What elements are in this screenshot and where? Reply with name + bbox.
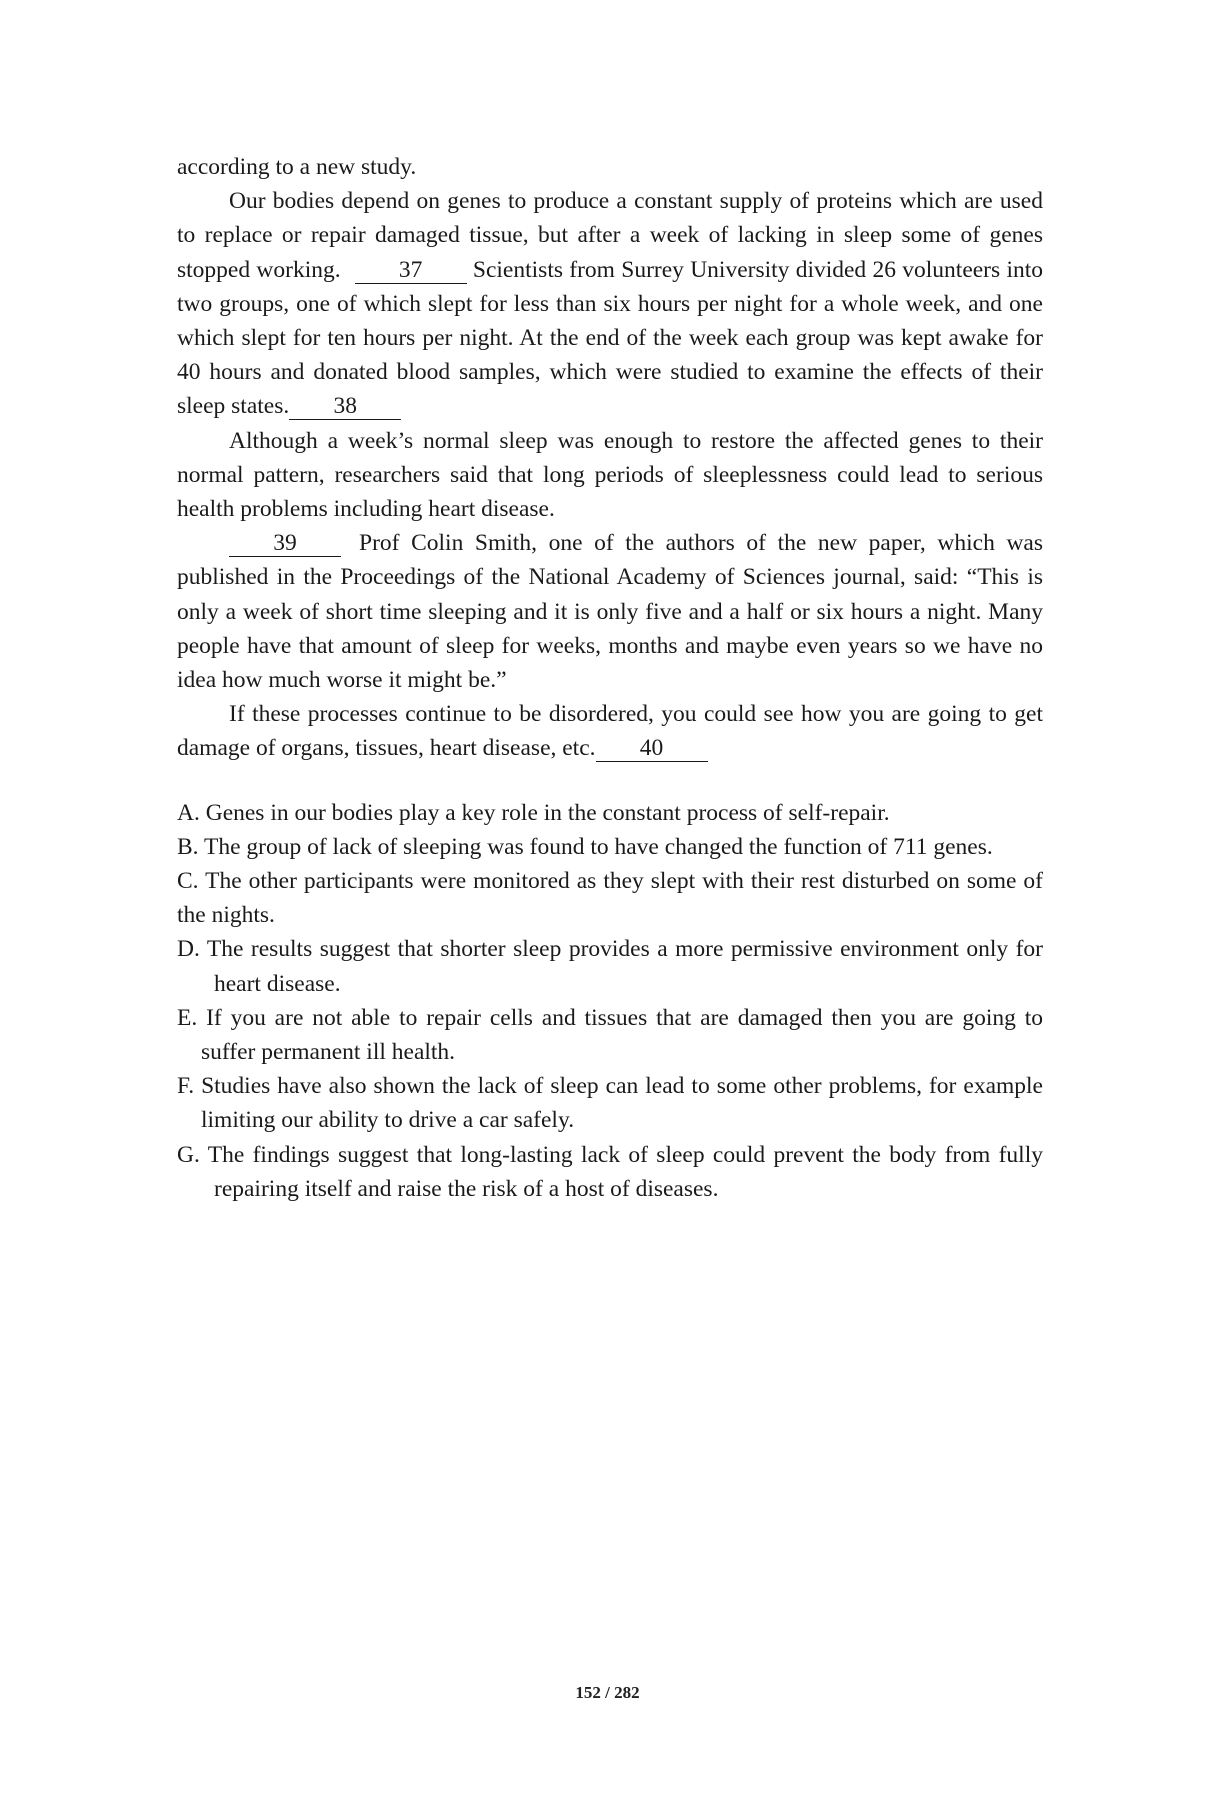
answer-options xyxy=(177,796,1043,1206)
option-b: B. The group of lack of sleeping was found to have changed the function of 711 genes. xyxy=(177,833,993,860)
paragraph-text: Scientists from Surrey University divided 26 volunteers into two groups, one of which slept for less than six hours per night for a whole week, and one which slept for ten hours per night. At the end of the week each group was kept awake for 40 hours and donated blood samples, which were studied to examine the effects of their sleep states. xyxy=(177,256,1044,420)
paragraph-text: Prof Colin Smith, one of the authors of the new paper, which was published in the Proceedings of the National Academy of Sciences journal, said: “This is only a week of short time sleeping and it is only five and a half or six hours a night. Many people have that amount of sleep for weeks, months and maybe even years so we have no idea how much worse it might be.” xyxy=(177,530,1043,694)
option-f: F. Studies have also shown the lack of sleep can lead to some other problems, for example limiting our ability to drive a car safely. xyxy=(177,1073,1043,1134)
passage-paragraph-0 xyxy=(177,150,1043,184)
document-page xyxy=(177,150,1043,1206)
passage-paragraph-3 xyxy=(177,526,1043,697)
blank-37: 37 xyxy=(355,257,467,284)
blank-38: 38 xyxy=(289,393,401,420)
option-d: D. The results suggest that shorter sleep provides a more permissive environment only for heart disease. xyxy=(177,936,1043,997)
blank-39: 39 xyxy=(229,530,341,557)
paragraph-text: Although a week’s normal sleep was enough to restore the affected genes to their normal pattern, researchers said that long periods of sleeplessness could lead to serious health problems including heart disease. xyxy=(177,427,1043,523)
option-g: G. The findings suggest that long-lasting lack of sleep could prevent the body from fully repairing itself and raise the risk of a host of diseases. xyxy=(177,1141,1043,1202)
paragraph-text: If these processes continue to be disordered, you could see how you are going to get damage of organs, tissues, heart disease, etc. xyxy=(177,701,1043,762)
paragraph-text: according to a new study. xyxy=(177,154,417,180)
passage-paragraph-1 xyxy=(177,184,1043,423)
option-e: E. If you are not able to repair cells and tissues that are damaged then you are going to suffer permanent ill health. xyxy=(177,1004,1043,1066)
passage-paragraph-4 xyxy=(177,697,1043,765)
passage-paragraph-2 xyxy=(177,424,1043,527)
option-c: C. The other participants were monitored as they slept with their rest disturbed on some of the nights. xyxy=(177,868,1043,929)
option-a: A. Genes in our bodies play a key role in the constant process of self-repair. xyxy=(177,799,890,826)
page-number: 152 / 282 xyxy=(575,1683,640,1702)
blank-40: 40 xyxy=(596,735,708,762)
paragraph-text: Our bodies depend on genes to produce a constant supply of proteins which are used to replace or repair damaged tissue, but after a week of lacking in sleep some of genes stopped working. xyxy=(177,188,1043,283)
